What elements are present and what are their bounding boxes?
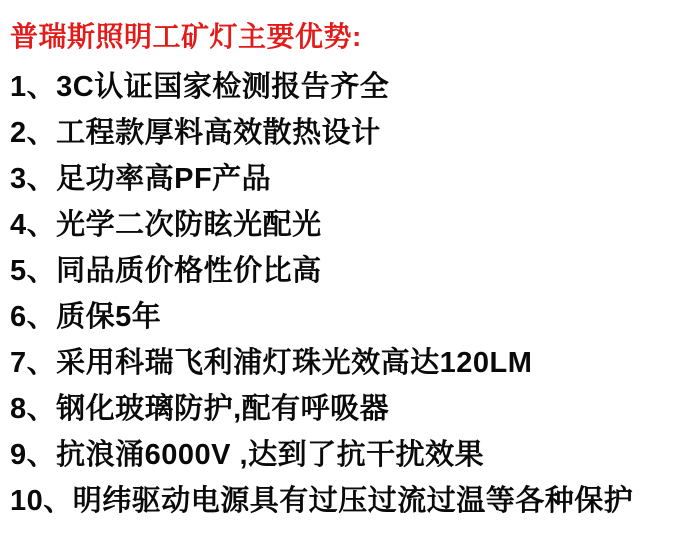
page-title: 普瑞斯照明工矿灯主要优势:	[10, 21, 362, 52]
advantage-item-4: 4、光学二次防眩光配光	[10, 209, 322, 241]
advantage-item-9: 9、抗浪涌6000V ,达到了抗干扰效果	[10, 439, 485, 471]
advantage-item-1: 1、3C认证国家检测报告齐全	[10, 71, 390, 103]
advantage-item-8: 8、钢化玻璃防护,配有呼吸器	[10, 393, 390, 425]
advantage-item-5: 5、同品质价格性价比高	[10, 255, 322, 287]
advantage-item-6: 6、质保5年	[10, 301, 162, 333]
advantage-list	[10, 73, 668, 516]
advantage-item-7: 7、采用科瑞飞利浦灯珠光效高达120LM	[10, 347, 533, 379]
advantage-item-10: 10、明纬驱动电源具有过压过流过温等各种保护	[10, 485, 634, 517]
advantage-item-2: 2、工程款厚料高效散热设计	[10, 117, 381, 149]
advantage-item-3: 3、足功率高PF产品	[10, 163, 272, 195]
